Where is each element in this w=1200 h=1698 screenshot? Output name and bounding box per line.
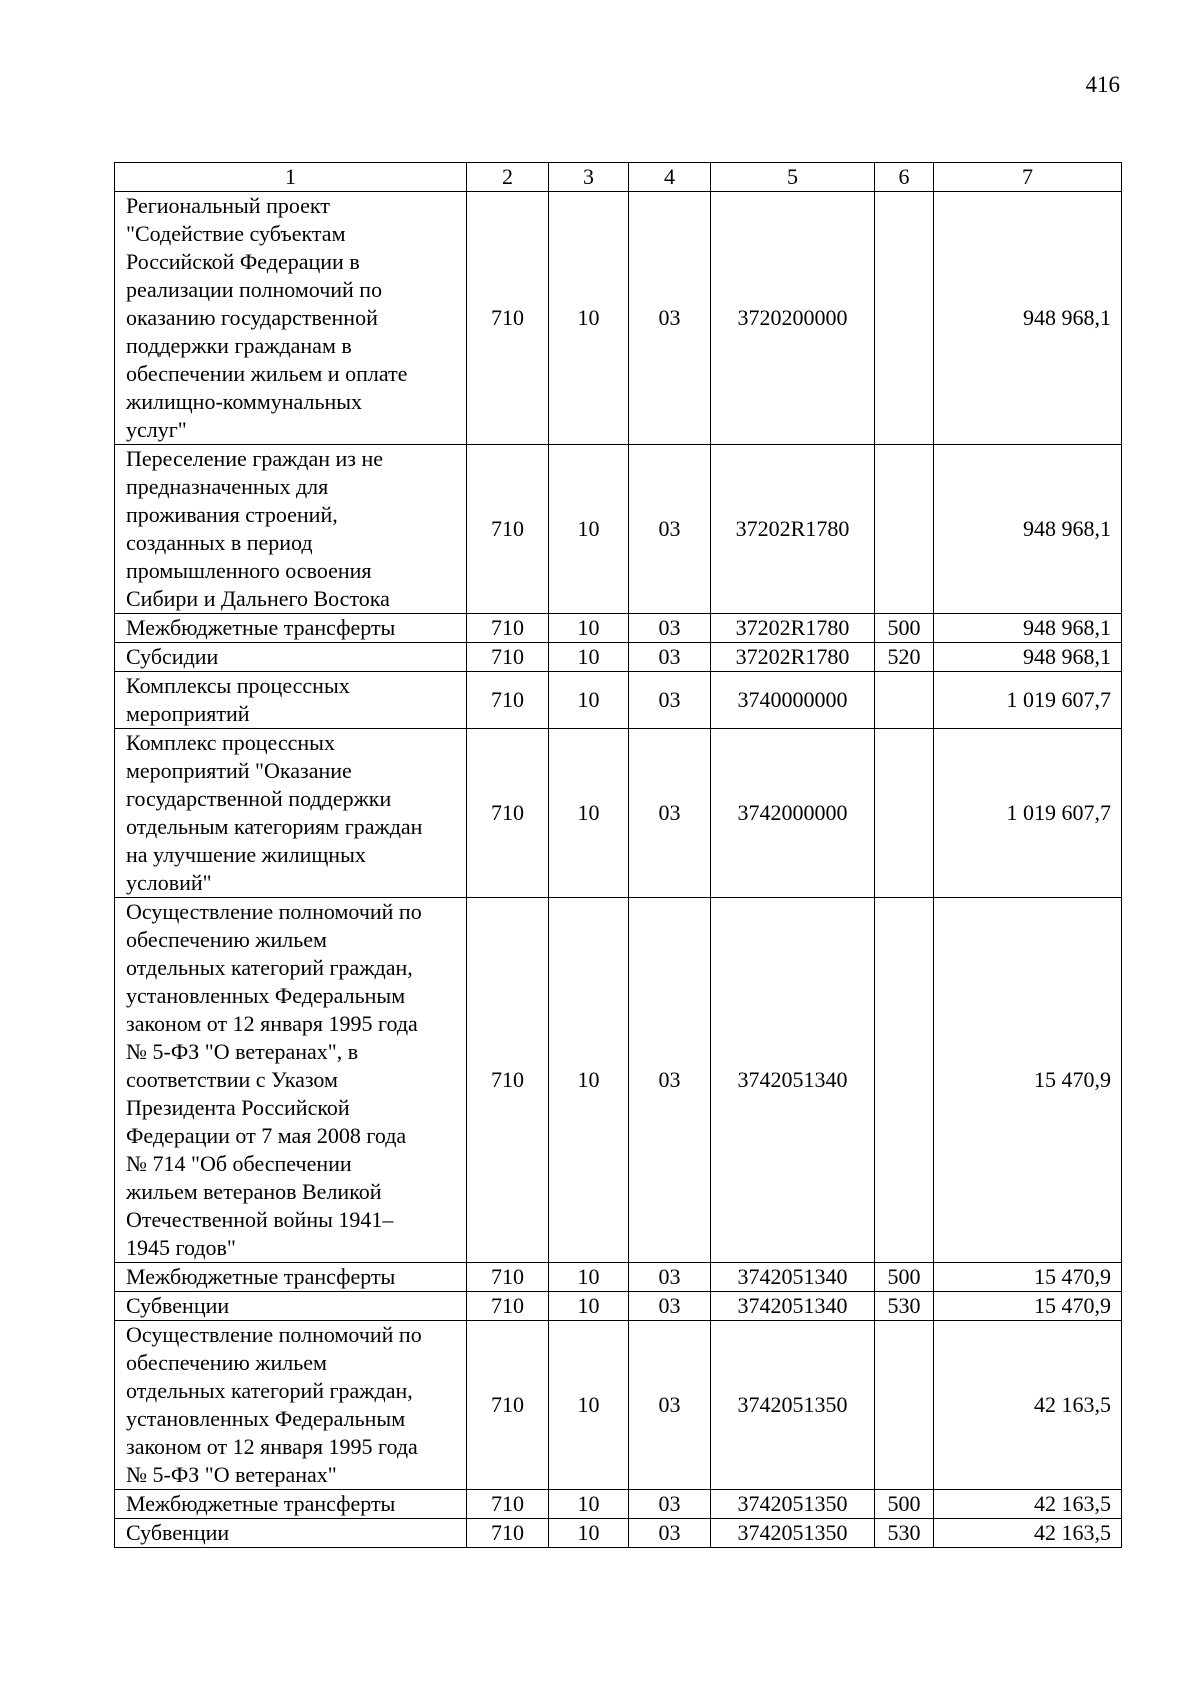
amount-cell: 42 163,5	[934, 1321, 1122, 1490]
header-cell-6: 6	[875, 163, 934, 192]
ministry-code-cell: 710	[467, 898, 549, 1263]
table-row	[115, 898, 1122, 1263]
item-name-text: Субвенции	[126, 1520, 230, 1545]
item-name-cell	[115, 445, 467, 614]
expense-type-cell: 520	[875, 643, 934, 672]
section-code-cell: 10	[549, 672, 629, 729]
item-name-cell	[115, 1321, 467, 1490]
header-cell-4: 4	[629, 163, 711, 192]
section-code-cell: 10	[549, 898, 629, 1263]
expense-type-cell: 500	[875, 614, 934, 643]
item-name-cell	[115, 614, 467, 643]
table-row	[115, 1519, 1122, 1548]
subsection-code-cell: 03	[629, 614, 711, 643]
expense-type-cell	[875, 1321, 934, 1490]
item-name-cell	[115, 192, 467, 445]
ministry-code-cell: 710	[467, 1263, 549, 1292]
ministry-code-cell: 710	[467, 672, 549, 729]
table-row	[115, 1321, 1122, 1490]
header-cell-2: 2	[467, 163, 549, 192]
expense-type-cell	[875, 192, 934, 445]
target-item-cell: 3742051340	[711, 1292, 875, 1321]
table-row	[115, 729, 1122, 898]
subsection-code-cell: 03	[629, 729, 711, 898]
table-row	[115, 1263, 1122, 1292]
table-row	[115, 1490, 1122, 1519]
expense-type-cell: 530	[875, 1292, 934, 1321]
item-name-text: Осуществление полномочий по обеспечению жильем отдельных категорий граждан, установленных Федеральным законом от 12 января 1995 года № 5-ФЗ "О ветеранах", в соответствии с Указом Президента Российской Федерации от 7 мая 2008 года № 714 "Об обеспечении жильем ветеранов Великой Отечественной войны 1941– 1945 годов"	[126, 899, 422, 1260]
expense-type-cell: 530	[875, 1519, 934, 1548]
amount-cell: 948 968,1	[934, 643, 1122, 672]
section-code-cell: 10	[549, 445, 629, 614]
ministry-code-cell: 710	[467, 192, 549, 445]
section-code-cell: 10	[549, 1321, 629, 1490]
section-code-cell: 10	[549, 729, 629, 898]
target-item-cell: 3742051350	[711, 1321, 875, 1490]
item-name-text: Межбюджетные трансферты	[126, 1491, 396, 1516]
item-name-text: Осуществление полномочий по обеспечению жильем отдельных категорий граждан, установленных Федеральным законом от 12 января 1995 года № 5-ФЗ "О ветеранах"	[126, 1322, 422, 1487]
table-row	[115, 643, 1122, 672]
section-code-cell: 10	[549, 643, 629, 672]
subsection-code-cell: 03	[629, 1490, 711, 1519]
target-item-cell: 3742051350	[711, 1519, 875, 1548]
target-item-cell: 37202R1780	[711, 643, 875, 672]
target-item-cell: 3742051340	[711, 898, 875, 1263]
header-cell-1: 1	[115, 163, 467, 192]
target-item-cell: 3742000000	[711, 729, 875, 898]
item-name-cell	[115, 1519, 467, 1548]
item-name-cell	[115, 1490, 467, 1519]
subsection-code-cell: 03	[629, 192, 711, 445]
expense-type-cell	[875, 898, 934, 1263]
amount-cell: 1 019 607,7	[934, 672, 1122, 729]
target-item-cell: 3742051350	[711, 1490, 875, 1519]
expense-type-cell	[875, 445, 934, 614]
section-code-cell: 10	[549, 614, 629, 643]
table-row	[115, 1292, 1122, 1321]
item-name-text: Комплексы процессных мероприятий	[126, 673, 350, 726]
subsection-code-cell: 03	[629, 1292, 711, 1321]
amount-cell: 948 968,1	[934, 192, 1122, 445]
expense-type-cell: 500	[875, 1490, 934, 1519]
amount-cell: 1 019 607,7	[934, 729, 1122, 898]
item-name-cell	[115, 729, 467, 898]
section-code-cell: 10	[549, 1292, 629, 1321]
item-name-text: Региональный проект "Содействие субъектам Российской Федерации в реализации полномочий по оказанию государственной поддержки гражданам в обеспечении жильем и оплате жилищно-коммунальных услуг"	[126, 193, 408, 442]
ministry-code-cell: 710	[467, 1519, 549, 1548]
item-name-cell	[115, 672, 467, 729]
item-name-cell	[115, 898, 467, 1263]
header-row	[115, 163, 1122, 192]
item-name-text: Комплекс процессных мероприятий "Оказание государственной поддержки отдельным категориям граждан на улучшение жилищных условий"	[126, 730, 423, 895]
item-name-text: Переселение граждан из не предназначенных для проживания строений, созданных в период промышленного освоения Сибири и Дальнего Востока	[126, 446, 390, 611]
budget-table	[114, 162, 1122, 1548]
expense-type-cell	[875, 729, 934, 898]
amount-cell: 42 163,5	[934, 1490, 1122, 1519]
item-name-cell	[115, 1292, 467, 1321]
section-code-cell: 10	[549, 192, 629, 445]
table-row	[115, 192, 1122, 445]
section-code-cell: 10	[549, 1490, 629, 1519]
header-cell-5: 5	[711, 163, 875, 192]
table-row	[115, 672, 1122, 729]
target-item-cell: 37202R1780	[711, 614, 875, 643]
header-cell-7: 7	[934, 163, 1122, 192]
ministry-code-cell: 710	[467, 729, 549, 898]
ministry-code-cell: 710	[467, 614, 549, 643]
section-code-cell: 10	[549, 1519, 629, 1548]
subsection-code-cell: 03	[629, 1263, 711, 1292]
page-number: 416	[1085, 72, 1120, 97]
item-name-text: Межбюджетные трансферты	[126, 1264, 396, 1289]
amount-cell: 15 470,9	[934, 1292, 1122, 1321]
table-row	[115, 614, 1122, 643]
ministry-code-cell: 710	[467, 1321, 549, 1490]
amount-cell: 948 968,1	[934, 614, 1122, 643]
amount-cell: 948 968,1	[934, 445, 1122, 614]
target-item-cell: 3720200000	[711, 192, 875, 445]
table-row	[115, 445, 1122, 614]
amount-cell: 15 470,9	[934, 898, 1122, 1263]
item-name-cell	[115, 1263, 467, 1292]
item-name-text: Субвенции	[126, 1293, 230, 1318]
subsection-code-cell: 03	[629, 898, 711, 1263]
amount-cell: 42 163,5	[934, 1519, 1122, 1548]
item-name-text: Межбюджетные трансферты	[126, 615, 396, 640]
target-item-cell: 3742051340	[711, 1263, 875, 1292]
item-name-cell	[115, 643, 467, 672]
target-item-cell: 3740000000	[711, 672, 875, 729]
target-item-cell: 37202R1780	[711, 445, 875, 614]
subsection-code-cell: 03	[629, 672, 711, 729]
amount-cell: 15 470,9	[934, 1263, 1122, 1292]
ministry-code-cell: 710	[467, 643, 549, 672]
ministry-code-cell: 710	[467, 445, 549, 614]
ministry-code-cell: 710	[467, 1490, 549, 1519]
subsection-code-cell: 03	[629, 1321, 711, 1490]
expense-type-cell	[875, 672, 934, 729]
subsection-code-cell: 03	[629, 643, 711, 672]
item-name-text: Субсидии	[126, 644, 219, 669]
subsection-code-cell: 03	[629, 1519, 711, 1548]
expense-type-cell: 500	[875, 1263, 934, 1292]
budget-table-body	[115, 163, 1122, 1548]
ministry-code-cell: 710	[467, 1292, 549, 1321]
header-cell-3: 3	[549, 163, 629, 192]
section-code-cell: 10	[549, 1263, 629, 1292]
subsection-code-cell: 03	[629, 445, 711, 614]
